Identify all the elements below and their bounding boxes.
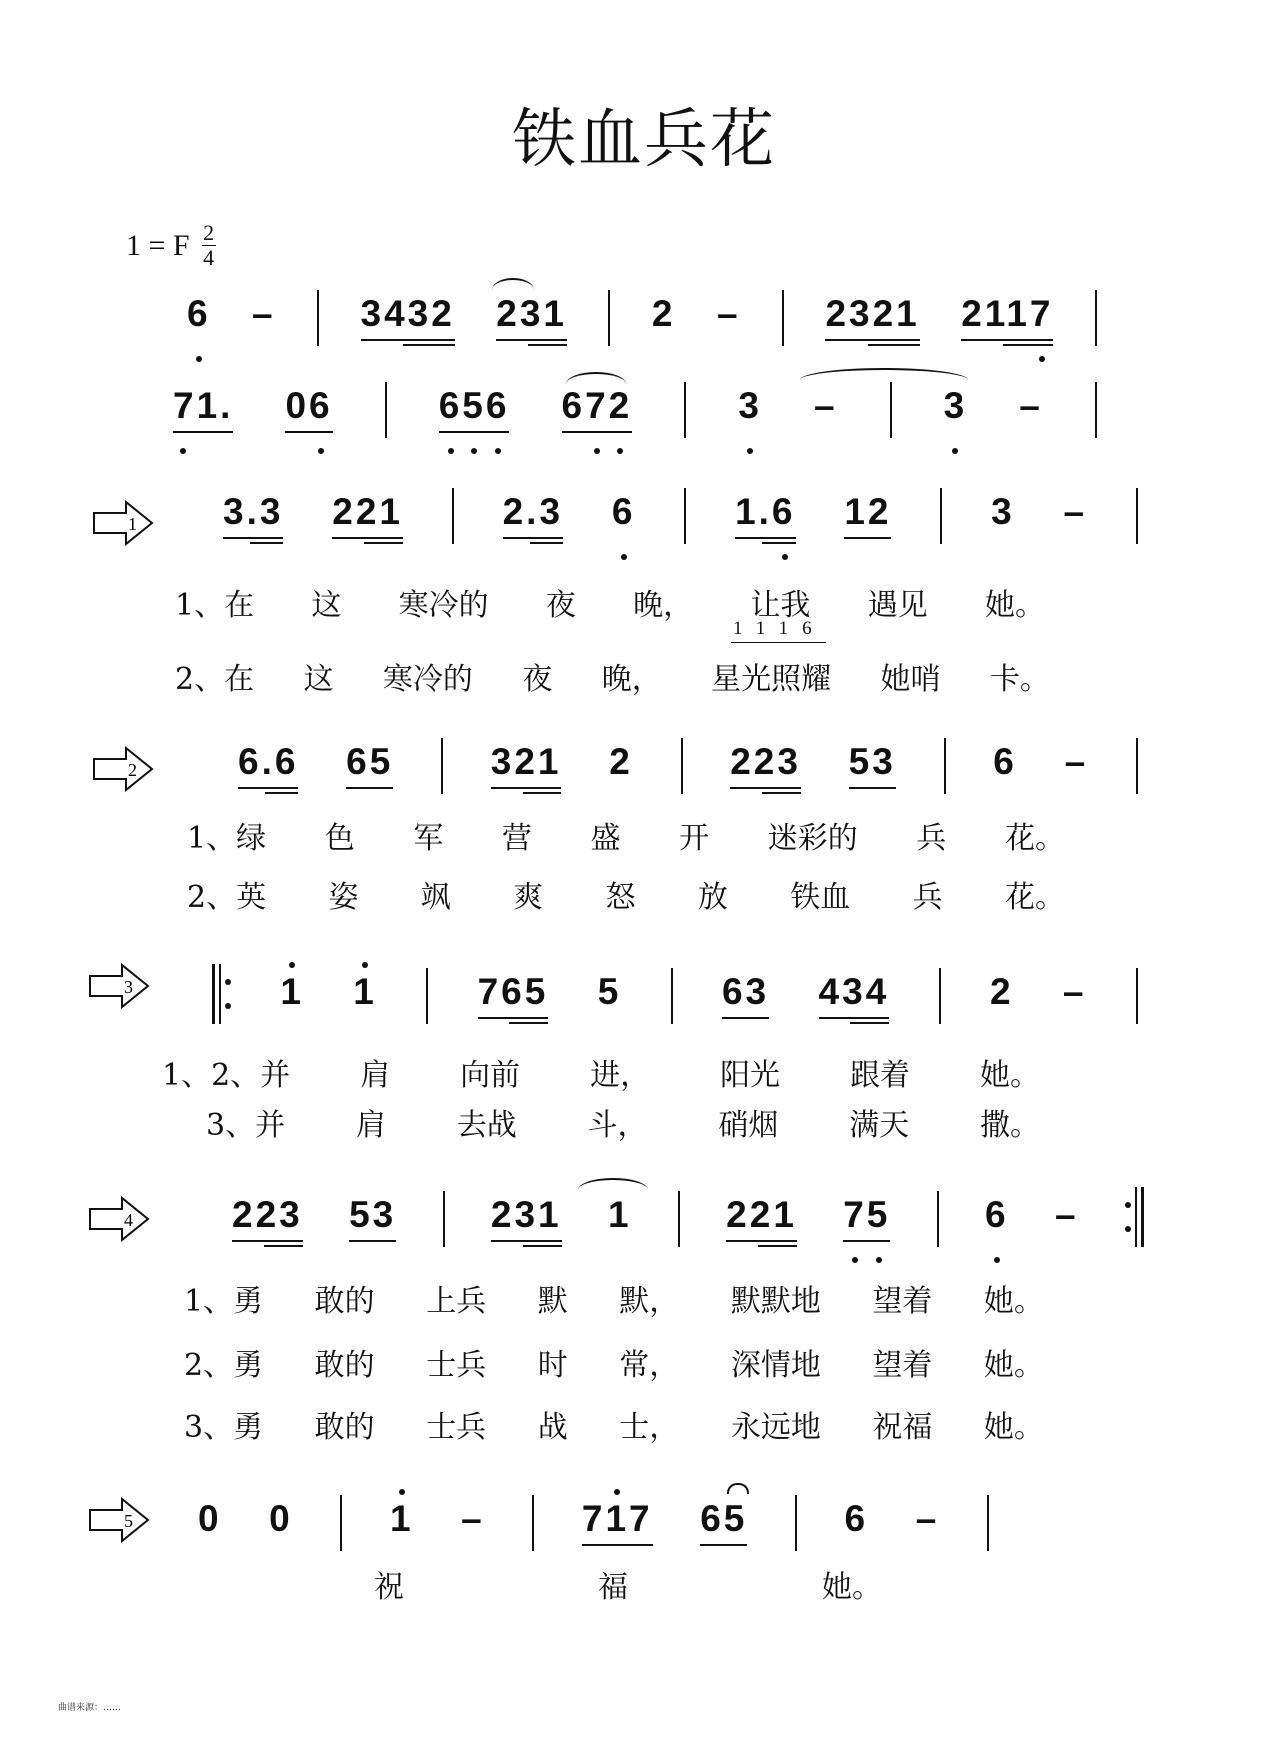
time-bottom: 4 bbox=[203, 245, 215, 270]
lyric-token: 跟着 bbox=[850, 1058, 911, 1093]
note-digits: 765 bbox=[477, 971, 549, 1012]
note-digits: 223 bbox=[730, 741, 801, 782]
lyric-token: 2、在 bbox=[175, 662, 255, 697]
note-digits: 65 bbox=[700, 1498, 748, 1539]
barline bbox=[678, 1191, 680, 1247]
lyric-token: 去战 bbox=[456, 1108, 517, 1143]
note-digits: 6 bbox=[611, 491, 636, 532]
lyric-token: 她。 bbox=[983, 1348, 1044, 1383]
note-group bbox=[991, 490, 1015, 534]
lyric-token: 开 bbox=[679, 821, 710, 856]
lyric-token: 她。 bbox=[822, 1570, 882, 1605]
lyrics-line-5 bbox=[374, 1562, 882, 1606]
lyric-token: 默， bbox=[619, 1284, 680, 1319]
note-digits: – bbox=[1054, 1194, 1079, 1235]
barline bbox=[1095, 382, 1097, 438]
lyric-token: 兵 bbox=[916, 821, 947, 856]
note-group bbox=[238, 740, 298, 794]
notation-row-3 bbox=[212, 970, 1138, 1030]
note-group bbox=[223, 490, 283, 544]
notation-row-2 bbox=[238, 740, 1138, 800]
note-digits: 2 bbox=[989, 971, 1014, 1012]
lyric-token: 她。 bbox=[980, 1058, 1040, 1093]
lyric-token: 3、勇 bbox=[184, 1410, 264, 1445]
sustain-dash bbox=[1055, 1193, 1079, 1237]
barline bbox=[452, 488, 454, 544]
section-arrow-icon-3 bbox=[88, 963, 150, 1009]
barline bbox=[782, 290, 784, 346]
lyric-token: 夜 bbox=[545, 588, 576, 623]
note-group bbox=[361, 292, 455, 346]
lyric-token: 士兵 bbox=[426, 1410, 487, 1445]
sustain-dash bbox=[461, 1497, 485, 1541]
barline bbox=[532, 1495, 534, 1551]
note-digits: – bbox=[461, 1498, 485, 1539]
note-digits: 2.3 bbox=[502, 491, 564, 532]
barline bbox=[385, 382, 387, 438]
lyric-token: 硝烟 bbox=[718, 1108, 779, 1143]
note-digits: 6 bbox=[993, 741, 1017, 782]
lyric-token: 进， bbox=[590, 1058, 651, 1093]
note-digits: – bbox=[1019, 385, 1043, 426]
note-digits: – bbox=[1063, 491, 1088, 532]
svg-text:1: 1 bbox=[128, 514, 137, 534]
note-digits: 3.3 bbox=[223, 491, 284, 532]
lyric-token: 望着 bbox=[872, 1284, 933, 1319]
lyric-token: 兵 bbox=[912, 880, 943, 915]
lyric-token: 肩 bbox=[355, 1108, 386, 1143]
section-arrow-icon-5 bbox=[88, 1497, 150, 1543]
lyric-token: 卡。 bbox=[989, 662, 1050, 697]
lyric-token: 营 bbox=[501, 821, 532, 856]
lyric-token: 敢的 bbox=[314, 1348, 375, 1383]
note-digits: 717 bbox=[581, 1498, 653, 1539]
lyrics-line-4-verse-2 bbox=[184, 1340, 1044, 1384]
sustain-dash bbox=[1063, 490, 1087, 534]
notation-row-5 bbox=[198, 1497, 989, 1557]
lyric-token: 上兵 bbox=[426, 1284, 487, 1319]
barline bbox=[939, 968, 941, 1024]
note-digits: 1 bbox=[607, 1194, 632, 1235]
note-digits: – bbox=[716, 293, 741, 334]
note-group bbox=[269, 1497, 293, 1541]
lyric-token: 满天 bbox=[849, 1108, 910, 1143]
lyric-token: 色 bbox=[324, 821, 355, 856]
note-digits: 6 bbox=[985, 1194, 1009, 1235]
lyric-token: 怒 bbox=[605, 880, 636, 915]
lyric-token: 士兵 bbox=[426, 1348, 487, 1383]
lyric-token: 阳光 bbox=[720, 1058, 781, 1093]
sustain-dash bbox=[717, 292, 741, 336]
barline bbox=[681, 738, 683, 794]
time-signature bbox=[202, 222, 216, 269]
sustain-dash bbox=[814, 384, 838, 428]
note-digits: 1 bbox=[389, 1498, 414, 1539]
barline bbox=[1136, 968, 1138, 1024]
lyric-token: 2、勇 bbox=[184, 1348, 264, 1383]
sustain-dash bbox=[252, 292, 276, 336]
note-digits: 53 bbox=[848, 741, 896, 782]
note-digits: 6 bbox=[187, 293, 211, 334]
note-group bbox=[503, 490, 563, 544]
barline bbox=[340, 1495, 342, 1551]
note-group bbox=[285, 384, 332, 433]
lyric-token: 她。 bbox=[983, 1410, 1044, 1445]
lyric-token: 望着 bbox=[872, 1348, 933, 1383]
lyric-token: 向前 bbox=[460, 1058, 521, 1093]
notation-row-intro-2 bbox=[173, 384, 1097, 444]
note-digits: 672 bbox=[561, 385, 633, 426]
note-group bbox=[173, 384, 233, 433]
lyric-token: 夜 bbox=[522, 662, 553, 697]
lyric-token: 她哨 bbox=[880, 662, 941, 697]
lyric-token: 肩 bbox=[360, 1058, 391, 1093]
note-group bbox=[726, 1193, 797, 1247]
note-digits: 656 bbox=[438, 385, 510, 426]
note-digits: 231 bbox=[496, 293, 568, 334]
note-digits: 3 bbox=[943, 385, 968, 426]
note-digits: 12 bbox=[844, 491, 892, 532]
lyric-token: 放 bbox=[697, 880, 728, 915]
lyric-token: 遇见 bbox=[867, 588, 928, 623]
lyrics-line-3-verse-1-2 bbox=[162, 1050, 1040, 1094]
note-group bbox=[738, 384, 762, 428]
note-group bbox=[844, 490, 891, 539]
note-group bbox=[825, 292, 919, 346]
note-digits: 221 bbox=[332, 491, 403, 532]
note-group bbox=[346, 740, 393, 789]
lyric-token: 军 bbox=[413, 821, 444, 856]
lyric-token: 福 bbox=[598, 1570, 628, 1605]
note-group bbox=[735, 490, 795, 544]
note-digits: 0 bbox=[269, 1498, 293, 1539]
barline bbox=[671, 968, 673, 1024]
notation-row-intro-1 bbox=[187, 292, 1097, 352]
note-digits: 321 bbox=[490, 741, 562, 782]
lyric-token: 星光照耀 bbox=[711, 662, 832, 697]
svg-text:2: 2 bbox=[128, 760, 137, 780]
note-group bbox=[353, 970, 377, 1014]
note-group bbox=[496, 292, 567, 346]
lyric-token: 寒冷的 bbox=[398, 588, 489, 623]
lyric-token: 晚， bbox=[633, 588, 694, 623]
svg-text:4: 4 bbox=[124, 1210, 133, 1230]
note-digits: 2 bbox=[609, 741, 633, 782]
lyrics-line-4-verse-1 bbox=[184, 1276, 1044, 1320]
slur-mark bbox=[566, 372, 626, 384]
note-group bbox=[819, 970, 890, 1024]
lyric-token: 永远地 bbox=[730, 1410, 821, 1445]
note-group bbox=[845, 1497, 869, 1541]
note-digits: 53 bbox=[349, 1194, 397, 1235]
note-group bbox=[944, 384, 968, 428]
lyric-token: 敢的 bbox=[314, 1410, 375, 1445]
note-digits: 223 bbox=[232, 1194, 303, 1235]
note-group bbox=[985, 1193, 1009, 1237]
lyric-token: 1、绿 bbox=[187, 821, 267, 856]
lyric-token: 这 bbox=[311, 588, 342, 623]
note-digits: – bbox=[915, 1498, 940, 1539]
time-top: 2 bbox=[203, 220, 215, 245]
note-group bbox=[232, 1193, 303, 1247]
note-digits: 5 bbox=[597, 971, 622, 1012]
barline bbox=[684, 488, 686, 544]
note-digits: 1.6 bbox=[735, 491, 796, 532]
lyric-token: 姿 bbox=[328, 880, 359, 915]
svg-text:5: 5 bbox=[124, 1511, 133, 1531]
lyric-token: 铁血 bbox=[790, 880, 851, 915]
lyric-token: 敢的 bbox=[314, 1284, 375, 1319]
slur-mark bbox=[492, 278, 534, 290]
note-group bbox=[612, 490, 636, 534]
barline bbox=[987, 1495, 989, 1551]
repeat-start-sign bbox=[212, 966, 231, 1022]
note-digits: – bbox=[1062, 971, 1087, 1012]
note-group bbox=[598, 970, 622, 1014]
note-group bbox=[609, 740, 633, 784]
note-digits: 1 bbox=[353, 971, 377, 1012]
svg-text:3: 3 bbox=[124, 977, 133, 997]
lyric-token: 默默地 bbox=[730, 1284, 821, 1319]
note-group bbox=[961, 292, 1053, 346]
lyrics-line-4-verse-3 bbox=[184, 1402, 1044, 1446]
sustain-dash bbox=[1063, 970, 1087, 1014]
note-group bbox=[332, 490, 403, 544]
note-group bbox=[843, 1193, 890, 1242]
barline bbox=[317, 290, 319, 346]
repeat-end-sign bbox=[1125, 1189, 1144, 1245]
source-watermark: 曲谱来源：…… bbox=[58, 1703, 122, 1713]
section-arrow-icon-2 bbox=[92, 746, 154, 792]
barline bbox=[937, 1191, 939, 1247]
barline bbox=[944, 738, 946, 794]
note-digits: 231 bbox=[490, 1194, 562, 1235]
lyrics-line-3-verse-3 bbox=[206, 1100, 1040, 1144]
barline bbox=[940, 488, 942, 544]
lyric-token: 1、勇 bbox=[184, 1284, 264, 1319]
key-tonic: 1 = F bbox=[126, 228, 190, 262]
note-group bbox=[198, 1497, 222, 1541]
lyric-token: 常， bbox=[619, 1348, 680, 1383]
lyric-token: 1、2、并 bbox=[162, 1058, 291, 1093]
note-group bbox=[700, 1497, 747, 1546]
note-digits: 6 bbox=[844, 1498, 869, 1539]
note-digits: 3 bbox=[991, 491, 1015, 532]
note-digits: 06 bbox=[285, 385, 333, 426]
note-digits: – bbox=[252, 293, 276, 334]
note-digits: – bbox=[813, 385, 838, 426]
note-digits: 71. bbox=[173, 385, 234, 426]
note-group bbox=[390, 1497, 414, 1541]
note-digits: 2 bbox=[651, 293, 676, 334]
note-digits: 6.6 bbox=[238, 741, 299, 782]
notation-row-4 bbox=[232, 1193, 1144, 1253]
note-group bbox=[652, 292, 676, 336]
barline bbox=[684, 382, 686, 438]
lyric-token: 爽 bbox=[513, 880, 544, 915]
barline bbox=[1136, 488, 1138, 544]
alt-notation-annotation: 1116 bbox=[731, 618, 826, 643]
note-group bbox=[439, 384, 510, 433]
lyric-token: 祝福 bbox=[872, 1410, 933, 1445]
note-digits: 2117 bbox=[961, 293, 1054, 334]
lyric-token: 迷彩的 bbox=[767, 821, 858, 856]
note-group bbox=[849, 740, 896, 789]
lyric-token: 深情地 bbox=[730, 1348, 821, 1383]
note-group bbox=[990, 970, 1014, 1014]
lyrics-line-2-verse-1 bbox=[187, 813, 1065, 857]
lyric-token: 她。 bbox=[984, 588, 1045, 623]
note-digits: 3432 bbox=[360, 293, 455, 334]
note-digits: 0 bbox=[198, 1498, 222, 1539]
lyric-token: 战 bbox=[537, 1410, 568, 1445]
note-group bbox=[608, 1193, 632, 1237]
note-group bbox=[491, 740, 562, 794]
lyric-token: 盛 bbox=[590, 821, 621, 856]
note-digits: 65 bbox=[346, 741, 394, 782]
note-group bbox=[582, 1497, 653, 1546]
lyric-token: 默 bbox=[537, 1284, 568, 1319]
barline bbox=[795, 1495, 797, 1551]
barline bbox=[890, 382, 892, 438]
note-group bbox=[562, 384, 633, 433]
lyric-token: 寒冷的 bbox=[382, 662, 473, 697]
lyric-token: 她。 bbox=[983, 1284, 1044, 1319]
note-digits: 1 bbox=[280, 971, 304, 1012]
sustain-dash bbox=[916, 1497, 940, 1541]
lyric-token: 1、在 bbox=[175, 588, 255, 623]
lyric-token: 让我 bbox=[750, 588, 811, 623]
section-arrow-icon-1 bbox=[92, 500, 154, 546]
slur-mark bbox=[800, 368, 968, 380]
lyric-token: 飒 bbox=[420, 880, 451, 915]
note-digits: 63 bbox=[721, 971, 770, 1012]
notation-row-1 bbox=[223, 490, 1138, 550]
note-group bbox=[349, 1193, 396, 1242]
lyric-token: 2、英 bbox=[187, 880, 267, 915]
barline bbox=[441, 738, 443, 794]
lyric-token: 祝 bbox=[374, 1570, 404, 1605]
note-group bbox=[722, 970, 769, 1019]
lyrics-line-1-verse-2 bbox=[175, 654, 1050, 698]
barline bbox=[1136, 738, 1138, 794]
note-group bbox=[730, 740, 801, 794]
note-group bbox=[491, 1193, 562, 1247]
note-group bbox=[993, 740, 1017, 784]
barline bbox=[443, 1191, 445, 1247]
lyric-token: 撒。 bbox=[979, 1108, 1040, 1143]
lyric-token: 时 bbox=[537, 1348, 568, 1383]
barline bbox=[608, 290, 610, 346]
lyric-token: 晚， bbox=[601, 662, 662, 697]
note-digits: 75 bbox=[843, 1194, 891, 1235]
lyrics-line-1-verse-1 bbox=[175, 580, 1045, 624]
lyric-token: 3、并 bbox=[206, 1108, 286, 1143]
note-digits: 434 bbox=[818, 971, 890, 1012]
note-group bbox=[478, 970, 549, 1024]
sustain-dash bbox=[1019, 384, 1043, 428]
note-group bbox=[187, 292, 211, 336]
lyrics-line-2-verse-2 bbox=[187, 872, 1065, 916]
song-title: 铁血兵花 bbox=[512, 103, 776, 177]
lyric-token: 这 bbox=[303, 662, 334, 697]
note-group bbox=[280, 970, 304, 1014]
barline bbox=[1095, 290, 1097, 346]
lyric-token: 斗， bbox=[587, 1108, 648, 1143]
note-digits: 3 bbox=[738, 385, 762, 426]
slur-mark bbox=[578, 1178, 648, 1190]
lyric-token: 士， bbox=[619, 1410, 680, 1445]
sustain-dash bbox=[1065, 740, 1089, 784]
section-arrow-icon-4 bbox=[88, 1196, 150, 1242]
note-digits: – bbox=[1064, 741, 1089, 782]
lyric-token: 花。 bbox=[1004, 880, 1065, 915]
key-signature bbox=[126, 222, 216, 269]
note-digits: 221 bbox=[726, 1194, 797, 1235]
note-digits: 2321 bbox=[825, 293, 920, 334]
barline bbox=[426, 968, 428, 1024]
lyric-token: 花。 bbox=[1004, 821, 1065, 856]
